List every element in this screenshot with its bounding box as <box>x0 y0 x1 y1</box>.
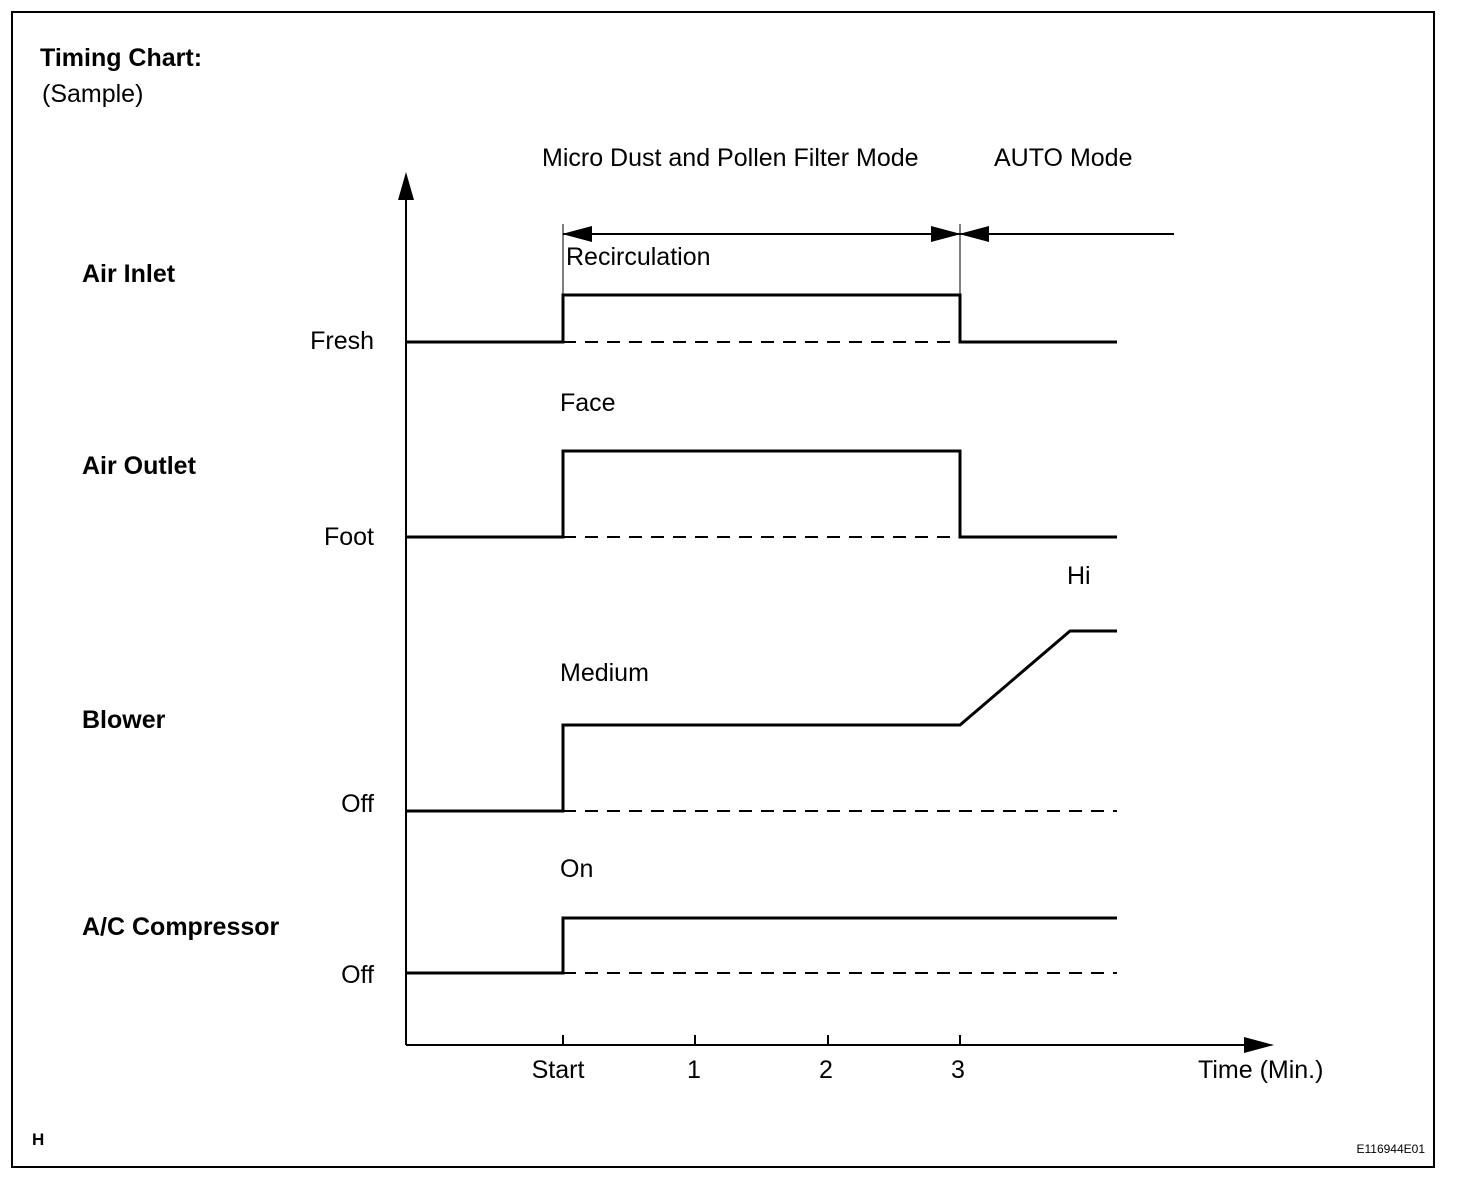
footer-left-code: H <box>32 1130 45 1149</box>
x-tick-label-2: 2 <box>819 1056 833 1084</box>
row-label-blower: Blower <box>82 706 166 734</box>
x-tick-label-3: 3 <box>951 1056 965 1084</box>
auto-mode-label: AUTO Mode <box>994 144 1133 172</box>
blower-signal <box>406 631 1117 811</box>
air-outlet-high-label: Face <box>560 389 616 417</box>
y-axis-arrowhead <box>398 172 414 200</box>
air-outlet-signal <box>406 451 1117 537</box>
recirculation-label: Recirculation <box>566 243 711 271</box>
ac-compressor-high-label: On <box>560 855 594 883</box>
air-inlet-signal <box>406 295 1117 342</box>
ac-compressor-low-label: Off <box>341 961 374 989</box>
row-label-air-outlet: Air Outlet <box>82 452 196 480</box>
x-axis-label: Time (Min.) <box>1198 1056 1324 1084</box>
row-label-ac-compressor: A/C Compressor <box>82 913 280 941</box>
micro-dust-mode-label: Micro Dust and Pollen Filter Mode <box>542 144 919 172</box>
x-tick-label-start: Start <box>531 1056 585 1084</box>
figure-frame <box>12 12 1434 1167</box>
x-axis-arrowhead <box>1244 1037 1274 1053</box>
blower-medium-label: Medium <box>560 659 649 687</box>
ac-compressor-signal <box>406 918 1117 973</box>
air-inlet-low-label: Fresh <box>310 327 374 355</box>
row-label-air-inlet: Air Inlet <box>82 260 176 288</box>
chart-subtitle: (Sample) <box>42 80 144 108</box>
footer-figure-code: E116944E01 <box>1356 1142 1425 1156</box>
blower-low-label: Off <box>341 790 374 818</box>
x-tick-label-1: 1 <box>687 1056 701 1084</box>
blower-hi-label: Hi <box>1067 562 1091 590</box>
chart-title: Timing Chart: <box>40 44 203 72</box>
air-outlet-low-label: Foot <box>323 523 374 551</box>
